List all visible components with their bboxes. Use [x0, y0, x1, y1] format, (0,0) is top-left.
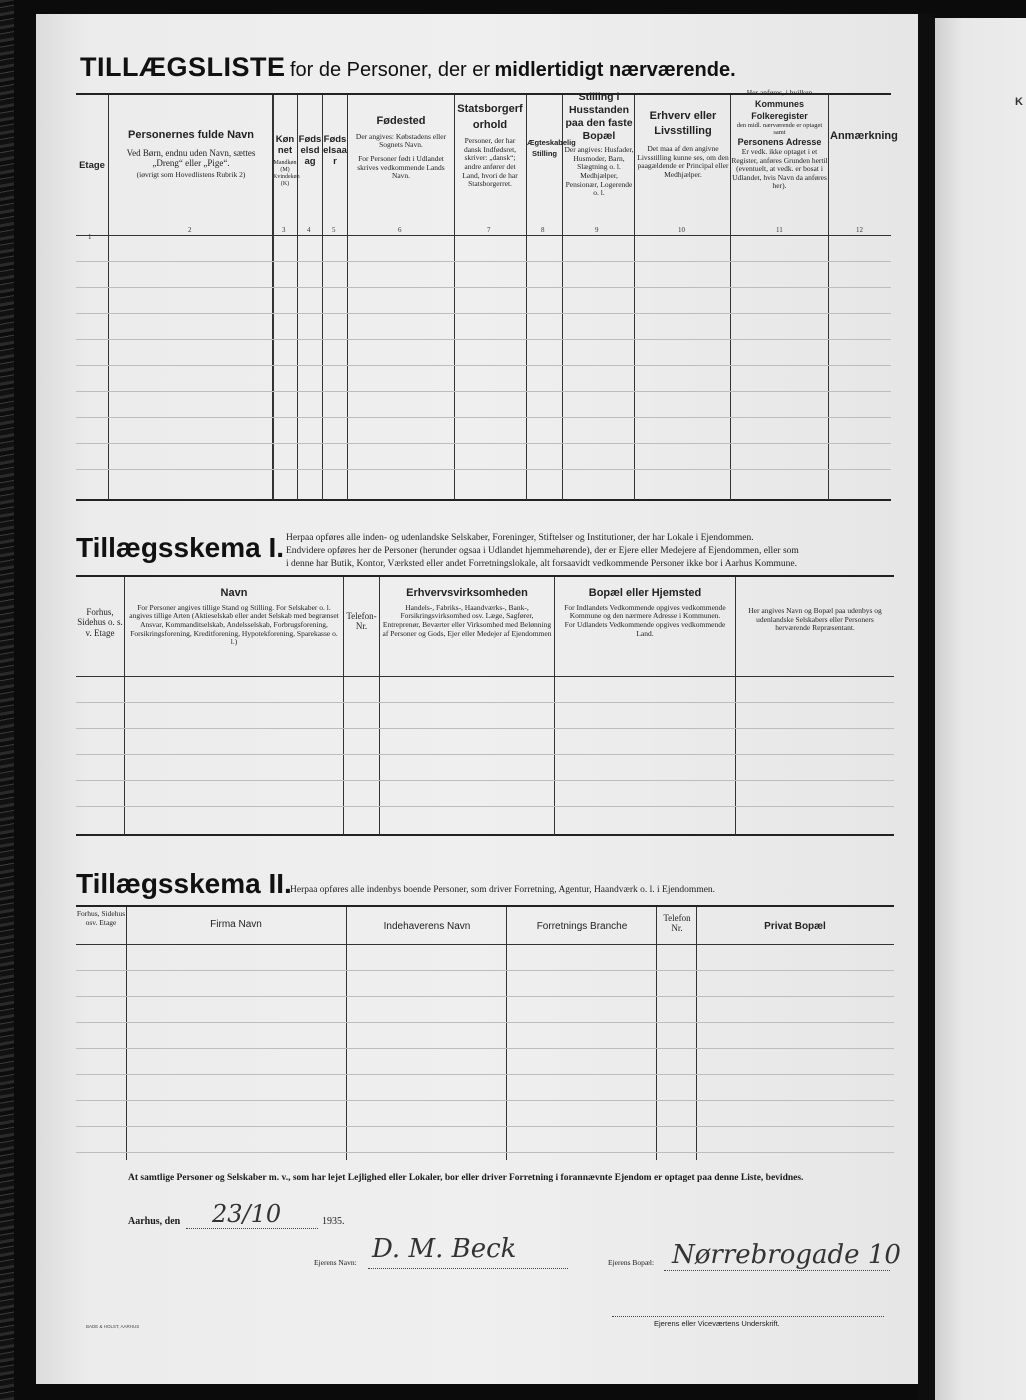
s1-col-telefon: Telefon-Nr.: [346, 611, 377, 632]
col-navn-note: Ved Børn, endnu uden Navn, sættes „Dreng“ eller „Pige“.: [126, 147, 256, 168]
s2-col-telefon: Telefon Nr.: [663, 913, 691, 934]
col-statsborger-note: Personer, der har dansk Indfødsret, skriver: „dansk“; andre anfører det Land, hvori de har Statsborgerret.: [462, 136, 518, 189]
col-aegteskabelig: Ægteskabelig Stilling: [527, 138, 576, 158]
printer-mark: BADE & HOLST, AARHUS: [86, 1324, 140, 1329]
col-statsborger: Statsborgerforhold: [457, 103, 523, 131]
col-erhverv-note: Det maa af den angivne Livsstilling kunne ses, om den paagældende er Principal eller Medhjælper.: [637, 144, 729, 179]
s1-col-erhverv-note: Handels-, Fabriks-, Haandværks-, Bank-, Forsikringsvirksomhed osv. Læge, Sagfører, Entreprenør, Beværter eller Virksomhed med Belønning af Personer og Gods, Ejer eller Medejer af Ejendommen: [382, 602, 552, 638]
adjacent-page: [935, 18, 1026, 1400]
skema1-description: Herpaa opføres alle inden- og udenlandske Selskaber, Foreninger, Stiftelser og Institutioner, der har Lokale i Ejendommen. Endvidere opføres her de Personer (herunder ogsaa i Udlandet hjemmehørende), der er Ejere eller Medejere af Ejendommen, eller som i denne har Butik, Kontor, Værksted eller andet Forretningslokale, alt forsaavidt vedkommende Personer ikke bor i Aarhus Kommune.: [286, 533, 799, 569]
colnum: 9: [595, 226, 599, 234]
colnum: 1: [88, 233, 92, 241]
col-foedselsdag: Fødselsdag: [298, 134, 322, 167]
colnum: 6: [398, 226, 402, 234]
col-personens-adresse: Personens Adresse: [737, 136, 822, 147]
signature-line: [612, 1316, 884, 1317]
date-handwritten: 23/10: [212, 1200, 282, 1228]
col-stilling-note: Der angives: Husfader, Husmoder, Barn, Slægtning o. l. Medhjælper, Pensionær, Logerende o. l.: [564, 145, 634, 198]
col-folkeregister-pre: Her anføres, i hvilken: [746, 88, 813, 97]
col-etage: Etage: [79, 160, 105, 171]
skema2-title: Tillægsskema II.: [76, 868, 292, 899]
owner-line: [368, 1268, 568, 1269]
page-gap: [918, 14, 935, 1400]
footer-statement: At samtlige Personer og Selskaber m. v., som har lejet Lejlighed eller Lokaler, bor eller driver Forretning i forannævnte Ejendom er optaget paa denne Liste, bevidnes.: [128, 1173, 804, 1183]
colnum: 2: [188, 226, 192, 234]
s2-col-firma: Firma Navn: [210, 919, 262, 930]
col-folkeregister-note2: Er vedk. ikke optaget i et Register, anføres Grunden hertil (eventuelt, at vedk. er bosat i Udlandet, hvis Navn da anføres her).: [731, 146, 828, 191]
skema1-title: Tillægsskema I.: [76, 532, 285, 563]
col-folkeregister-note: den midl. nærværende er optaget samt: [736, 121, 823, 137]
col-koennet-note: Mandkøn (M) Kvindekøn (K): [273, 159, 300, 187]
footer-city: Aarhus, den: [128, 1216, 181, 1227]
skema2-table: [76, 905, 894, 1160]
skema2-description: Herpaa opføres alle indenbys boende Personer, som driver Forretning, Agentur, Haandværk o. l. i Ejendommen.: [290, 885, 716, 895]
s1-col-bopael: Bopæl eller Hjemsted: [588, 587, 702, 599]
colnum: 10: [678, 226, 685, 234]
title-main: TILLÆGSLISTE: [80, 52, 286, 82]
title-bold: midlertidigt nærværende.: [494, 59, 736, 81]
s1-col-erhverv: Erhvervsvirksomheden: [406, 587, 528, 599]
owner-handwritten: D. M. Beck: [372, 1234, 517, 1264]
col-foedested-note: Der angives: Købstadens eller Sognets Navn.: [355, 131, 447, 150]
s2-col-branche: Forretnings Branche: [536, 921, 628, 932]
colnum: 8: [541, 226, 545, 234]
s1-col-repr: Her angives Navn og Bopæl paa udenbys og udenlandske Selskabers eller Personers herværende Repræsentant.: [748, 606, 882, 633]
colnum: 3: [282, 226, 286, 234]
col-folkeregister: Kommunes Folkeregister: [751, 98, 808, 121]
address-handwritten: Nørrebrogade 10: [672, 1240, 901, 1270]
skema1-table: [76, 575, 894, 835]
col-koennet: Kønnet: [275, 134, 295, 156]
s1-col-forhus: Forhus, Sidehus o. s. v. Etage: [77, 607, 123, 638]
signature-label: Ejerens eller Viceværtens Underskrift.: [654, 1319, 780, 1328]
s2-col-forhus: Forhus, Sidehus osv. Etage: [76, 909, 126, 927]
colnum: 4: [307, 226, 311, 234]
col-stilling: Stilling i Husstanden paa den faste Bopæl: [565, 91, 633, 142]
address-line: [664, 1270, 890, 1271]
col-foedselsaar: Fødselsaar: [323, 134, 347, 167]
binding-edge: [0, 0, 14, 1400]
tillaegsliste-table: [76, 88, 898, 500]
s1-col-bopael-note1: For Indlandets Vedkommende opgives vedkommende Kommune og den nærmere Adresse i Kommunen.: [564, 602, 726, 621]
owner-label: Ejerens Navn:: [314, 1258, 357, 1267]
col-foedested-note2: For Personer født i Udlandet skrives vedkommende Lands Navn.: [357, 153, 445, 181]
col-navn: Personernes fulde Navn: [128, 129, 254, 141]
colnum: 12: [856, 226, 863, 234]
col-foedested: Fødested: [376, 115, 426, 127]
colnum: 7: [487, 226, 491, 234]
title-rest: for de Personer, der er: [289, 59, 491, 81]
adjacent-page-letter: K: [1015, 96, 1023, 108]
s1-col-navn: Navn: [220, 587, 248, 599]
s2-col-indehaver: Indehaverens Navn: [383, 921, 471, 932]
colnum: 11: [776, 226, 783, 234]
s2-col-bopael: Privat Bopæl: [764, 921, 826, 932]
col-navn-note2: (iøvrigt som Hovedlistens Rubrik 2): [136, 170, 246, 180]
s1-col-navn-note: For Personer angives tillige Stand og Stilling. For Selskaber o. l. angives tillige Arten (Aktieselskab eller andet Selskab med begrænset Ansvar, Kommanditselskab, Andelsselskab, Forbrugsforening, Forsikringsforening, Kreditforening, Hypotekforening, Sparekasse o. l.): [129, 602, 339, 647]
date-line: [186, 1228, 318, 1229]
colnum: 5: [332, 226, 336, 234]
footer-year: 1935.: [322, 1216, 345, 1227]
tillaegsliste-title: [80, 52, 880, 88]
col-erhverv: Erhverv eller Livsstilling: [649, 110, 717, 137]
address-label: Ejerens Bopæl:: [608, 1258, 655, 1267]
col-anmaerkning: Anmærkning: [830, 130, 898, 142]
s1-col-bopael-note2: For Udlandets Vedkommende opgives vedkommende Land.: [564, 619, 726, 638]
